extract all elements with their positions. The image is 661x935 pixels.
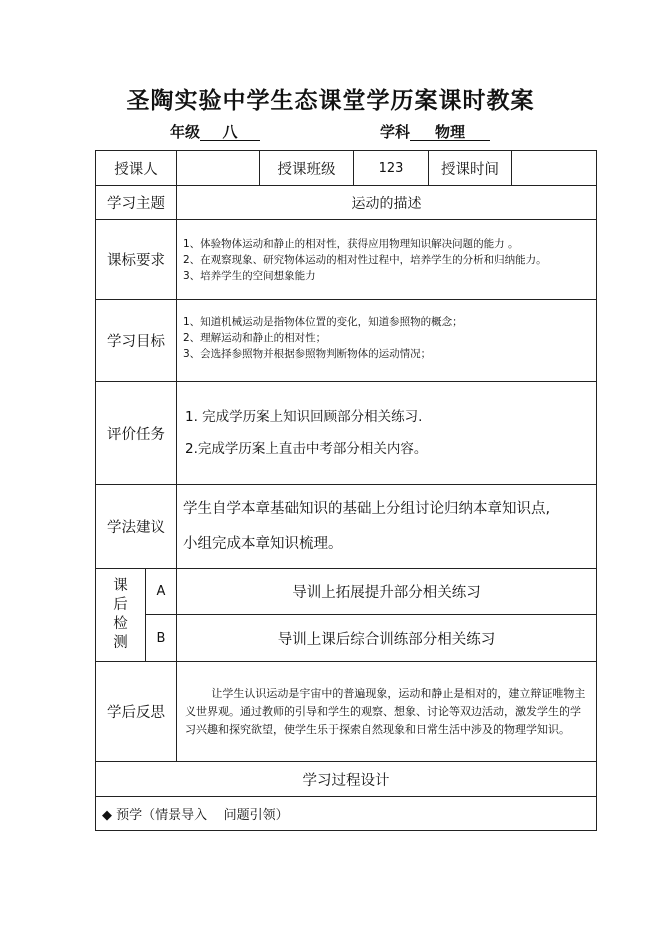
- evaluation-item: 1. 完成学历案上知识回顾部分相关练习.: [185, 409, 423, 425]
- method-label: 学法建议: [96, 485, 177, 569]
- teacher-value: [177, 151, 260, 186]
- standards-item: 3、培养学生的空间想象能力: [183, 269, 316, 282]
- prestudy-row: [96, 797, 597, 831]
- reflection-label: 学后反思: [96, 662, 177, 762]
- time-label: 授课时间: [429, 151, 512, 186]
- grade-label: 年级: [170, 123, 201, 141]
- info-row: [96, 151, 597, 186]
- objectives-label: 学习目标: [96, 300, 177, 382]
- method-row: [96, 485, 597, 569]
- level-a-text: 导训上拓展提升部分相关练习: [177, 569, 597, 615]
- level-b-text: 导训上课后综合训练部分相关练习: [177, 615, 597, 662]
- objectives-row: [96, 300, 597, 382]
- standards-content: [177, 220, 597, 300]
- objectives-content: [177, 300, 597, 382]
- reflection-row: [96, 662, 597, 762]
- topic-label: 学习主题: [96, 186, 177, 220]
- page-title: 圣陶实验中学生态课堂学历案课时教案: [126, 87, 535, 114]
- process-title: 学习过程设计: [96, 762, 597, 797]
- prestudy-cell: [96, 797, 597, 831]
- after-test-char: 课: [113, 578, 128, 594]
- after-test-row-b: [96, 615, 597, 662]
- topic-row: [96, 186, 597, 220]
- topic-value: 运动的描述: [177, 186, 597, 220]
- process-row: [96, 762, 597, 797]
- after-test-row-a: [96, 569, 597, 615]
- level-b-label: B: [146, 615, 177, 662]
- lesson-plan-table: [95, 150, 597, 831]
- diamond-bullet-icon: ◆: [102, 808, 112, 823]
- time-value: [512, 151, 597, 186]
- objectives-item: 3、会选择参照物并根据参照物判断物体的运动情况；: [183, 348, 432, 360]
- after-test-char: 测: [113, 635, 128, 651]
- method-line: 学生自学本章基础知识的基础上分组讨论归纳本章知识点,: [183, 500, 551, 517]
- subject-label: 学科: [380, 123, 411, 141]
- grade-value: 八: [200, 124, 260, 141]
- after-test-label: [96, 569, 146, 662]
- evaluation-row: [96, 382, 597, 485]
- subject-value: 物理: [410, 124, 490, 141]
- teacher-label: 授课人: [96, 151, 177, 186]
- reflection-text: 让学生认识运动是宇宙中的普遍现象，运动和静止是相对的，建立辩证唯物主义世界观。通过教师的引导和学生的观察、想象、讨论等双边活动，激发学生的学习兴趣和探究欲望，使学生乐于探索自然现象和日常生活中涉及的物理学知识。: [177, 662, 597, 762]
- objectives-item: 2、理解运动和静止的相对性；: [183, 332, 327, 344]
- grade-line: [170, 121, 260, 142]
- evaluation-label: 评价任务: [96, 382, 177, 485]
- after-test-char: 检: [113, 616, 128, 632]
- evaluation-content: [177, 382, 597, 485]
- level-a-label: A: [146, 569, 177, 615]
- standards-row: [96, 220, 597, 300]
- prestudy-text: 预学（情景导入 问题引领）: [116, 808, 289, 823]
- class-label: 授课班级: [260, 151, 354, 186]
- evaluation-item: 2.完成学历案上直击中考部分相关内容。: [185, 441, 428, 457]
- after-test-char: 后: [113, 597, 128, 613]
- objectives-item: 1、知道机械运动是指物体位置的变化，知道参照物的概念；: [183, 316, 463, 328]
- standards-label: 课标要求: [96, 220, 177, 300]
- standards-item: 1、体验物体运动和静止的相对性，获得应用物理知识解决问题的能力 。: [183, 237, 519, 250]
- standards-item: 2、在观察现象、研究物体运动的相对性过程中，培养学生的分析和归纳能力。: [183, 253, 547, 266]
- method-content: [177, 485, 597, 569]
- class-value: 123: [354, 151, 429, 186]
- subject-line: [380, 121, 490, 142]
- method-line: 小组完成本章知识梳理。: [183, 535, 343, 552]
